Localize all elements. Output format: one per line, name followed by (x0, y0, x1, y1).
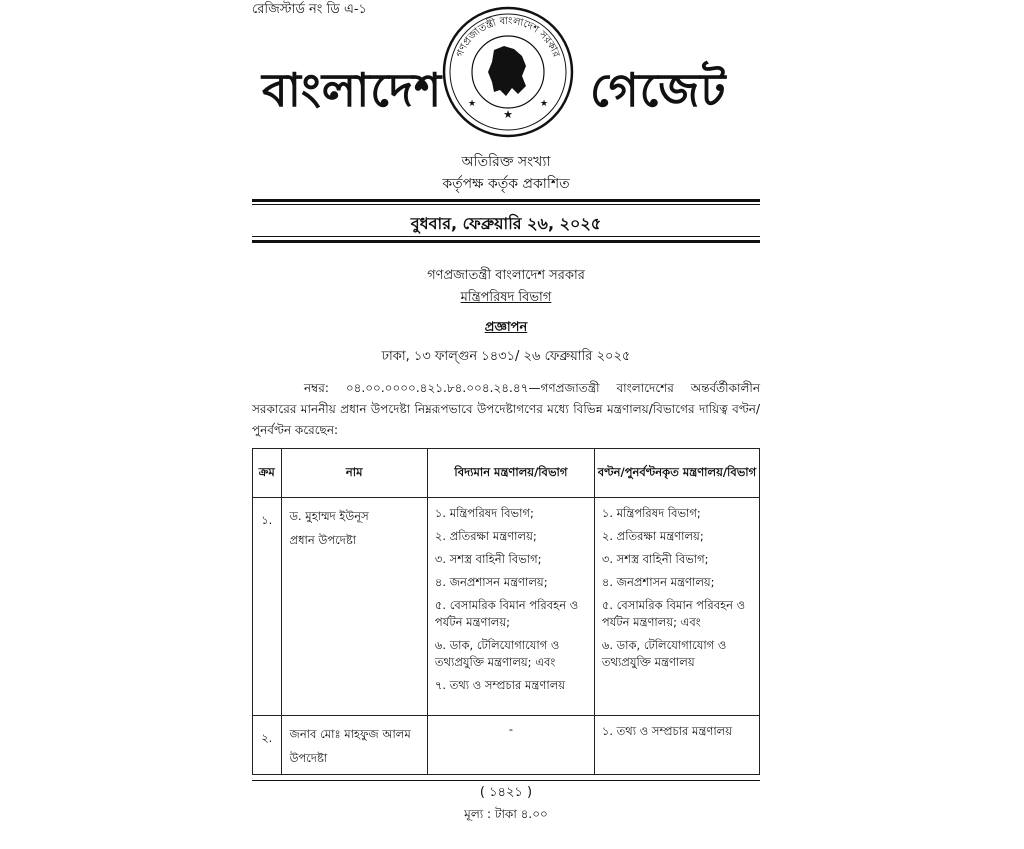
reallocated-ministries-cell (594, 716, 759, 775)
notice-body: নম্বর: ০৪.০০.০০০০.৪২১.৮৪.০০৪.২৪.৪৭—গণপ্রজাতন্ত্রী বাংলাদেশের অন্তর্বর্তীকালীন সরকারের মাননীয় প্রধান উপদেষ্টা নিম্নরূপভাবে উপদেষ্টাগণের মধ্যে বিভিন্ন মন্ত্রণালয়/বিভাগের দায়িত্ব বণ্টন/পুনর্বণ্টন করেছেন: (252, 381, 760, 437)
list-item: ৪. জনপ্রশাসন মন্ত্রণালয়; (434, 575, 548, 589)
list-item: ১. মন্ত্রিপরিষদ বিভাগ; (434, 506, 534, 520)
allocation-table (252, 448, 760, 775)
list-item: ৬. ডাক, টেলিযোগাযোগ ও তথ্যপ্রযুক্তি মন্ত্রণালয়; এবং (434, 638, 560, 669)
table-header-row (253, 449, 760, 498)
header-reallocated: বণ্টন/পুনর্বণ্টনকৃত মন্ত্রণালয়/বিভাগ (594, 449, 759, 498)
list-item: ৪. জনপ্রশাসন মন্ত্রণালয়; (601, 575, 715, 589)
row-name-cell (281, 716, 427, 775)
svg-text:★: ★ (503, 108, 513, 121)
advisor-designation: প্রধান উপদেষ্টা (289, 533, 357, 547)
table-row (253, 716, 760, 775)
advisor-name: জনাব মোঃ মাহফুজ আলম (289, 727, 411, 741)
row-serial: ১. (253, 498, 282, 716)
list-item: ৭. তথ্য ও সম্প্রচার মন্ত্রণালয় (434, 678, 566, 692)
division-name: মন্ত্রিপরিষদ বিভাগ (460, 290, 552, 305)
reallocated-ministries-cell (594, 498, 759, 716)
place-and-date: ঢাকা, ১৩ ফাল্গুন ১৪৩১/ ২৬ ফেব্রুয়ারি ২০২৫ (381, 349, 631, 364)
footer-divider (252, 780, 760, 781)
svg-text:★: ★ (539, 99, 549, 109)
list-item: ৩. সশস্ত্র বাহিনী বিভাগ; (434, 552, 542, 566)
supplement-label: অতিরিক্ত সংখ্যা (461, 154, 551, 170)
registration-number: রেজিস্টার্ড নং ডি এ-১ (252, 2, 367, 17)
notice-type: প্রজ্ঞাপন (484, 320, 528, 335)
list-item: ২. প্রতিরক্ষা মন্ত্রণালয়; (434, 529, 537, 543)
list-item: ১. মন্ত্রিপরিষদ বিভাগ; (601, 506, 701, 520)
advisor-name: ড. মুহাম্মদ ইউনূস (289, 509, 369, 523)
list-item: ৫. বেসামরিক বিমান পরিবহন ও পর্যটন মন্ত্রণালয়; (434, 598, 579, 629)
header-divider-top-thin (252, 204, 760, 205)
row-name-cell (281, 498, 427, 716)
list-item: ৬. ডাক, টেলিযোগাযোগ ও তথ্যপ্রযুক্তি মন্ত্রণালয় (601, 638, 727, 669)
gazette-title-left: বাংলাদেশ (262, 63, 443, 117)
header-serial: ক্রম (253, 449, 282, 498)
header-name: নাম (281, 449, 427, 498)
advisor-designation: উপদেষ্টা (289, 751, 328, 765)
header-divider-bottom-thin (252, 236, 760, 237)
header-existing: বিদ্যমান মন্ত্রণালয়/বিভাগ (427, 449, 594, 498)
publisher-label: কর্তৃপক্ষ কর্তৃক প্রকাশিত (442, 176, 570, 192)
existing-ministries-cell (427, 498, 594, 716)
header-divider-top (252, 199, 760, 202)
list-item: ২. প্রতিরক্ষা মন্ত্রণালয়; (601, 529, 704, 543)
svg-text:★: ★ (467, 99, 477, 109)
price-label: মূল্য : টাকা ৪.০০ (464, 807, 548, 821)
header-divider-bottom (252, 240, 760, 243)
list-item: ৩. সশস্ত্র বাহিনী বিভাগ; (601, 552, 709, 566)
government-seal (442, 6, 574, 138)
gazette-title-right: গেজেট (590, 63, 727, 117)
table-row (253, 498, 760, 716)
government-name: গণপ্রজাতন্ত্রী বাংলাদেশ সরকার (427, 268, 585, 283)
list-item: ৫. বেসামরিক বিমান পরিবহন ও পর্যটন মন্ত্রণালয়; এবং (601, 598, 746, 629)
existing-ministries-cell: - (427, 716, 594, 775)
publication-date: বুধবার, ফেব্রুয়ারি ২৬, ২০২৫ (410, 214, 602, 233)
list-item: ১. তথ্য ও সম্প্রচার মন্ত্রণালয় (601, 724, 732, 738)
seal-text: গণপ্রজাতন্ত্রী বাংলাদেশ সরকার (454, 15, 562, 59)
page-number: ( ১৪২১ ) (479, 785, 533, 800)
row-serial: ২. (253, 716, 282, 775)
